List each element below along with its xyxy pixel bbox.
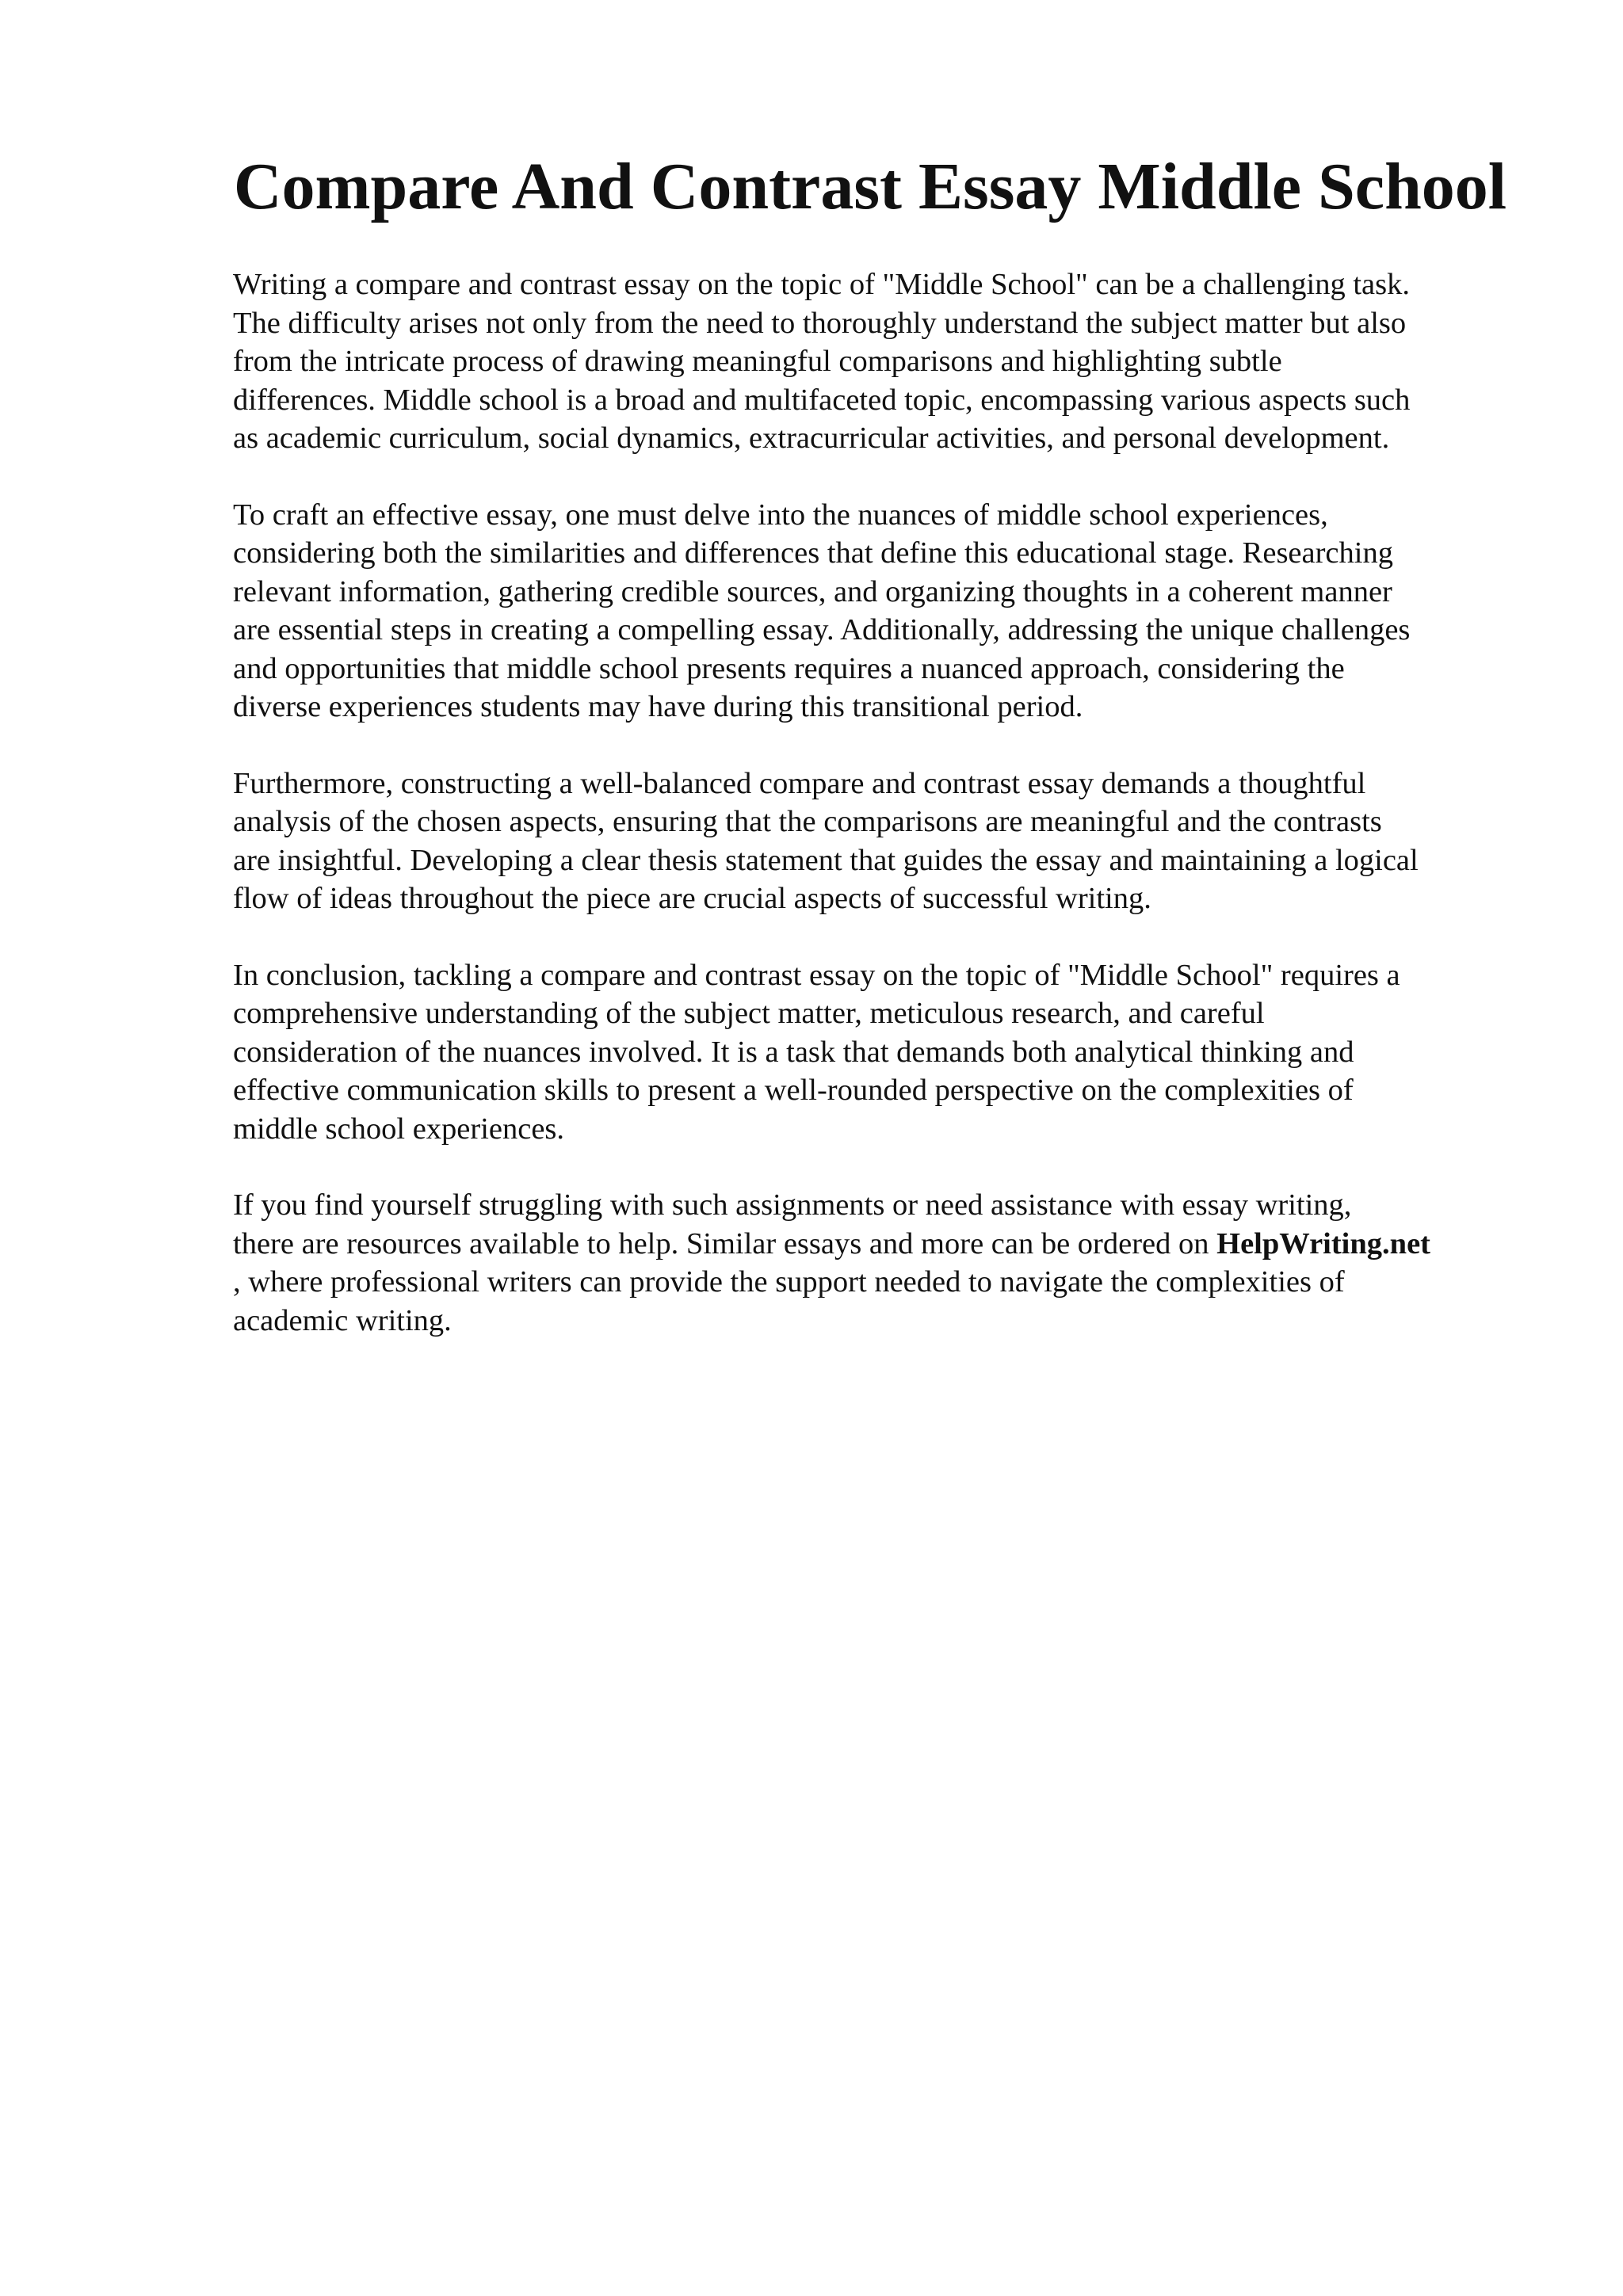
- paragraph-5: [233, 1186, 1533, 1340]
- helpwriting-link[interactable]: HelpWriting.net: [1216, 1226, 1430, 1261]
- text-line: as academic curriculum, social dynamics, extracurricular activities, and personal development.: [233, 421, 1390, 455]
- text-line: from the intricate process of drawing meaningful comparisons and highlighting subtle: [233, 345, 1282, 378]
- text-line: comprehensive understanding of the subject matter, meticulous research, and careful: [233, 997, 1265, 1030]
- text-fragment: there are resources available to help. Similar essays and more can be ordered on: [233, 1226, 1209, 1261]
- text-line: effective communication skills to present a well-rounded perspective on the complexities of: [233, 1074, 1354, 1107]
- text-line: flow of ideas throughout the piece are crucial aspects of successful writing.: [233, 882, 1151, 915]
- paragraph-4: [233, 956, 1533, 1149]
- text-line: , where professional writers can provide the support needed to navigate the complexities of: [233, 1265, 1345, 1299]
- text-line: are insightful. Developing a clear thesis statement that guides the essay and maintaining a logical: [233, 843, 1419, 877]
- text-line: consideration of the nuances involved. It is a task that demands both analytical thinking and: [233, 1035, 1354, 1069]
- text-line: In conclusion, tackling a compare and contrast essay on the topic of "Middle School" requires a: [233, 958, 1400, 992]
- text-line: Writing a compare and contrast essay on the topic of "Middle School" can be a challenging task.: [233, 268, 1410, 301]
- essay-body: [233, 265, 1533, 1378]
- text-line: To craft an effective essay, one must delve into the nuances of middle school experiences,: [233, 498, 1328, 532]
- text-line: analysis of the chosen aspects, ensuring that the comparisons are meaningful and the contrasts: [233, 805, 1382, 838]
- page-title: Compare And Contrast Essay Middle School: [233, 150, 1507, 223]
- text-line: middle school experiences.: [233, 1112, 565, 1146]
- text-line: The difficulty arises not only from the need to thoroughly understand the subject matter but also: [233, 306, 1407, 340]
- text-line: and opportunities that middle school presents requires a nuanced approach, considering the: [233, 651, 1345, 685]
- paragraph-1: [233, 265, 1533, 458]
- text-line-with-link: [233, 1225, 1533, 1264]
- text-line: considering both the similarities and differences that define this educational stage. Researching: [233, 536, 1393, 570]
- text-line: are essential steps in creating a compelling essay. Additionally, addressing the unique challenges: [233, 613, 1411, 646]
- text-line: academic writing.: [233, 1303, 452, 1337]
- text-line: Furthermore, constructing a well-balanced compare and contrast essay demands a thoughtful: [233, 766, 1366, 800]
- text-line: differences. Middle school is a broad and multifaceted topic, encompassing various aspects such: [233, 383, 1411, 417]
- text-line: diverse experiences students may have during this transitional period.: [233, 690, 1083, 723]
- paragraph-2: [233, 496, 1533, 727]
- paragraph-3: [233, 765, 1533, 918]
- text-line: If you find yourself struggling with such assignments or need assistance with essay writing,: [233, 1188, 1352, 1222]
- text-line: relevant information, gathering credible sources, and organizing thoughts in a coherent manner: [233, 574, 1392, 608]
